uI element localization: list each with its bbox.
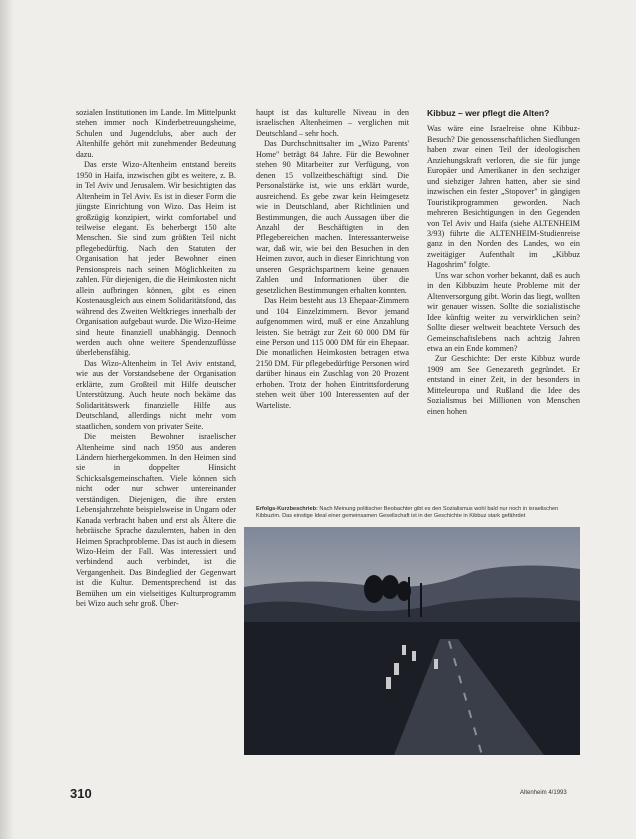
paragraph: Die meisten Bewohner israelischer Altenheime sind nach 1950 aus anderen Ländern hierhergekommen. In den Heimen sind sie in doppelter Hinsicht Schicksalsgemeinschaften. Viele können sich nicht oder nur schwer untereinander verständigen. Diejenigen, die ihre ersten Lebensjahrzehnte beispielsweise in Ungarn oder Kanada verbracht haben und erst als Ältere die hebräische Sprache dazulernten, haben in den Heimen Sprachprobleme. Das ist auch in diesem Wizo-Heim der Fall. Was interessiert und verbindend auch verbindet, ist die Vergangenheit. Das Bindeglied der Gegenwart ist die Kultur. Dementsprechend ist das Bemühen um ein vielseitiges Kulturprogramm bei Wizo auch sehr groß. Über- bbox=[76, 432, 236, 609]
kibbuz-photo bbox=[244, 527, 580, 755]
paragraph: Uns war schon vorher bekannt, daß es auch in den Kibbuzim heute Probleme mit der Altenversorgung gibt. Worin das liegt, wollten wir genauer wissen. Sollte die sozialistische Idee künftig weiter zu verwirklichen sein? Sollte dieser weltweit beachtete Versuch des Gemeinschaftslebens nach achtzig Jahren etwa an ein Ende kommen? bbox=[427, 270, 580, 353]
page-binding-shadow bbox=[0, 0, 14, 839]
paragraph: Das Heim besteht aus 13 Ehepaar-Zimmern und 104 Einzelzimmern. Bevor jemand aufgenommen wird, muß er eine Anzahlung leisten. Sie beträgt zur Zeit 60 000 DM für eine Person und 115 000 DM für ein Ehepaar. Die monatlichen Heimkosten betragen etwa 2150 DM. Für pflegebedürftige Personen wird darüber hinaus ein Zuschlag von 20 Prozent erhoben. Trotz der hohen Eintrittsforderung stehen weit über 100 Interessenten auf der Warteliste. bbox=[256, 296, 409, 410]
page-number: 310 bbox=[70, 786, 92, 801]
paragraph: haupt ist das kulturelle Niveau in den israelischen Altenheimen – verglichen mit Deutschland – sehr hoch. bbox=[256, 108, 409, 138]
photo-landscape-illustration bbox=[244, 527, 580, 755]
paragraph: Was wäre eine Israelreise ohne Kibbuz-Besuch? Die genossenschaftlichen Siedlungen haben zwar einen Teil der ideologischen Anziehungskraft verloren, die sie für junge Europäer und Amerikaner in den sechziger und siebziger Jahren hatten, aber sie sind inzwischen ein fester „Stopover" in gängigen Touristikprogrammen geworden. Nach mehreren Besichtigungen in den Gegenden von Tel Aviv und Haifa (siehe ALTENHEIM 3/93) führte die ALTENHEIM-Studienreise ganz in den Norden des Landes, wo ein zweitägiger Aufenthalt im „Kibbuz Hagoshrim" folgte. bbox=[427, 124, 580, 270]
text-column-2 bbox=[256, 108, 409, 411]
text-column-1 bbox=[76, 108, 236, 610]
text-column-3 bbox=[427, 108, 580, 417]
paragraph: Das erste Wizo-Altenheim entstand bereits 1950 in Haifa, inzwischen gibt es weitere, z. B. in Tel Aviv und Jerusalem. Wir besichtigten das Altenheim in Tel Aviv. Es ist in dieser Form die jüngste Einrichtung von Wizo. Das Heim ist großzügig konzipiert, wirkt comfortabel und teilweise elegant. Es beherbergt 150 alte Menschen. Sie sind zum größten Teil nicht pflegebedürftig. Nach den Statuten der Organisation hat jeder Bewohner einen Pensionspreis nach seinen Möglichkeiten zu zahlen. Für diejenigen, die die Heimkosten nicht allein aufbringen können, gibt es einen Kostenausgleich aus einem Solidaritätsfond, das während des Zweiten Weltkrieges innerhalb der Organisation aufgebaut wurde. Die Wizo-Heime sind heute finanziell unabhängig. Dennoch werden auch ohne weitere Spendenzuflüsse überlebensfähig. bbox=[76, 160, 236, 358]
caption-text: Nach Meinung politischer Beobachter gibt es den Sozialismus wohl bald nur noch in israelischen Kibbuzim. Das einstige Ideal einer gemeinsamen Gesellschaft ist in der Geschichte in Kibbuz stark gefährdet bbox=[256, 506, 559, 520]
paragraph: Das Wizo-Altenheim in Tel Aviv entstand, wie aus der Vorstandsebene der Organisation erklärte, zum Großteil mit Hilfe deutscher Unterstützung. Auch heute noch bekäme das Solidaritätswerk finanzielle Hilfe aus Deutschland, allerdings nicht mehr vom staatlichen, sondern von privater Seite. bbox=[76, 358, 236, 431]
paragraph: Das Durchschnittsalter im „Wizo Parents' Home" beträgt 84 Jahre. Für die Bewohner stehen 90 Mitarbeiter zur Verfügung, von denen 15 vollzeitbeschäftigt sind. Die Personalstärke ist, wie uns erklärt wurde, ausreichend. Es gebe zwar kein Heimgesetz wie in Deutschland, aber Richtlinien und Bestimmungen, die auch Aussagen über die Anzahl der Beschäftigten in den Pflegebereichen machen. Interessanterweise war, daß wir, wie bei den Besuchen in den Heimen zuvor, auch in dieser Einrichtung von unseren Gesprächspartnern keine genauen Zahlen und Informationen über die gesetzlichen Bestimmungen erhalten konnten. bbox=[256, 139, 409, 295]
caption-lead: Erfolgs-Kurzbeschrieb: bbox=[256, 506, 318, 512]
paragraph: sozialen Institutionen im Lande. Im Mittelpunkt stehen immer noch Kinderbetreuungsheime, Schulen und Jugendclubs, aber auch der Altenhilfe gehört mit zunehmender Bedeutung dazu. bbox=[76, 108, 236, 159]
footer-source: Altenheim 4/1993 bbox=[520, 790, 567, 796]
photo-caption bbox=[256, 506, 580, 520]
paragraph: Zur Geschichte: Der erste Kibbuz wurde 1909 am See Genezareth gegründet. Er entstand in einer Zeit, in der besonders in Mitteleuropa und Rußland die Idee des Sozialismus bei Millionen von Menschen einen hohen bbox=[427, 354, 580, 416]
section-heading: Kibbuz – wer pflegt die Alten? bbox=[427, 108, 550, 118]
